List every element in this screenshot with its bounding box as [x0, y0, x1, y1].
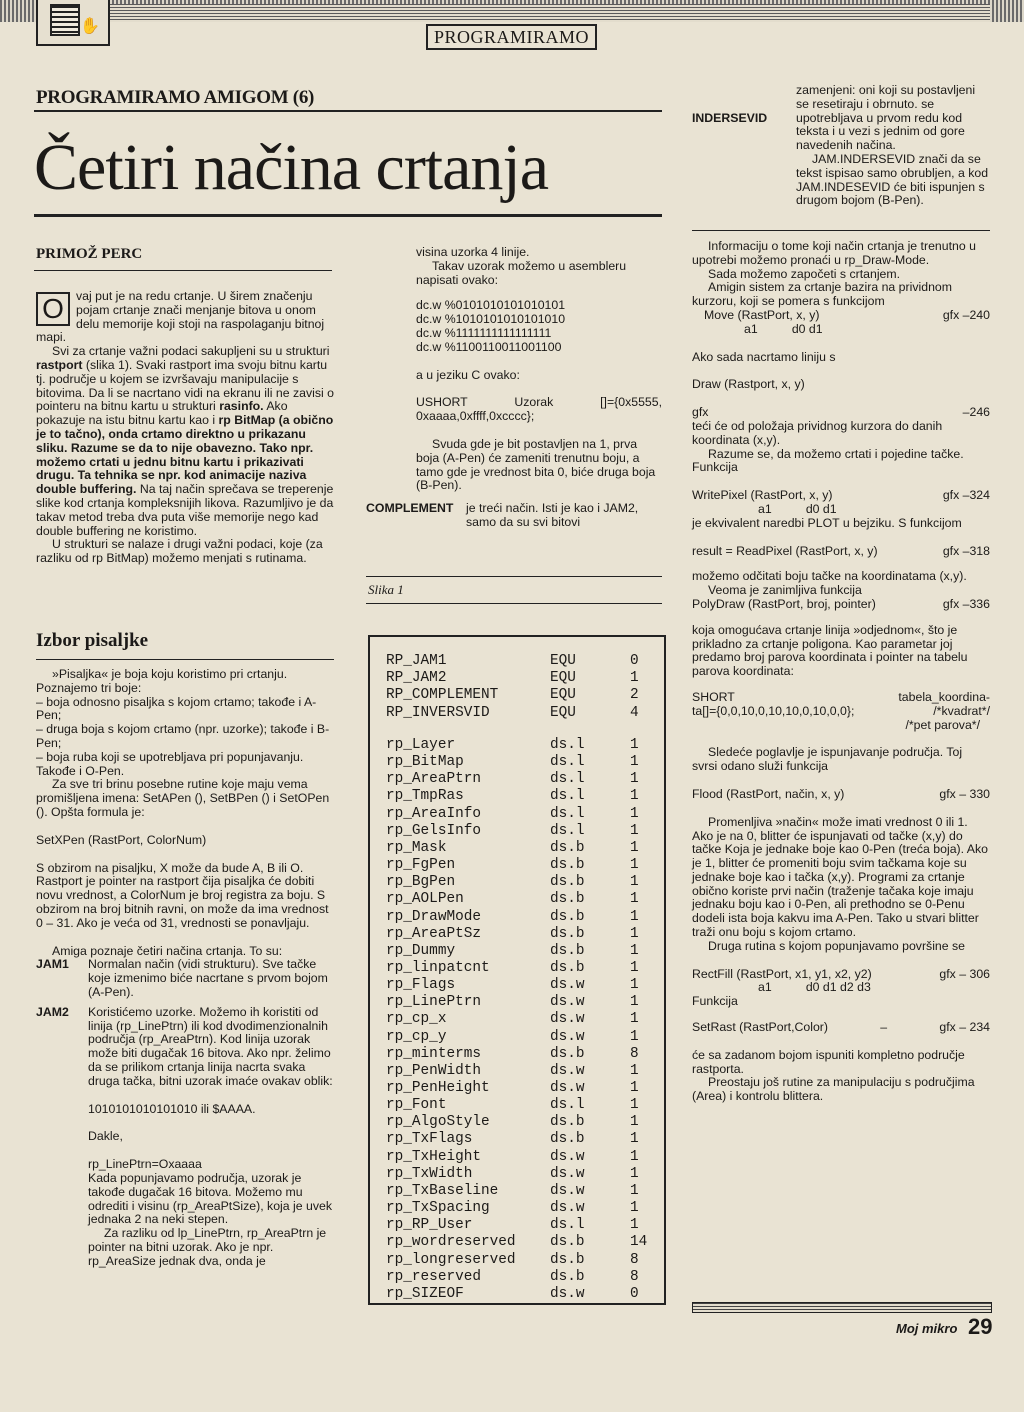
field-size: 1 — [630, 891, 639, 908]
paragraph: je ekvivalent naredbi PLOT u bejziku. S funkcijom — [692, 515, 962, 530]
field-size: 1 — [630, 1097, 639, 1114]
paragraph: Takav uzorak možemo u asembleru napisati ovako: — [416, 258, 627, 287]
field-size: 0 — [630, 653, 639, 669]
text: Svi za crtanje važni podaci sakupljeni su u strukturi — [52, 344, 330, 359]
computer-icon — [36, 0, 110, 46]
code-line: dc.w %1111111111111111 — [416, 325, 552, 340]
directive: ds.w — [550, 1011, 585, 1028]
field-size: 1 — [630, 942, 639, 959]
directive: EQU — [550, 704, 576, 721]
paragraph: visina uzorka 4 linije. — [416, 245, 530, 259]
directive: EQU — [550, 687, 576, 704]
directive: ds.l — [550, 822, 585, 839]
paragraph: Preostaju još rutine za manipulaciju s područjima (Area) i kontrolu blittera. — [692, 1075, 975, 1104]
gfx-offset: gfx –324 — [942, 488, 990, 503]
field-size: 1 — [630, 1148, 639, 1165]
short-decl-2 — [692, 705, 990, 719]
field-name: rp_TxWidth — [386, 1165, 473, 1182]
subheading: Izbor pisaljke — [36, 630, 149, 651]
directive: ds.b — [550, 959, 585, 976]
function-signature: result = ReadPixel (RastPort, x, y) — [692, 543, 878, 558]
paragraph: Razume se, da možemo crtati i pojedine tačke. Funkcija — [692, 446, 964, 475]
hand-icon: ✋ — [80, 18, 100, 35]
c-code: USHORT Uzorak []={0x5555, 0xaaaa,0xffff,0xcccc}; — [416, 395, 662, 424]
paragraph: možemo odčitati boju tačke na koordinatama (x,y). — [692, 569, 967, 584]
field-name: rp_GelsInfo — [386, 822, 481, 839]
field-name: rp_Mask — [386, 839, 447, 856]
setrast-function — [692, 1021, 990, 1035]
jam1-entry — [36, 958, 334, 999]
jam1-label: JAM1 — [36, 957, 69, 972]
column-1 — [36, 290, 334, 566]
field-size: 14 — [630, 1234, 648, 1251]
drop-cap: O — [36, 292, 70, 326]
directive: ds.w — [550, 1080, 585, 1096]
jam1-text: Normalan način (vidi strukturu). Sve tačke koje izmenimo biće nacrtane s prvom bojom (A-Pen). — [88, 957, 328, 999]
field-size: 1 — [630, 1011, 639, 1028]
field-name: rp_AlgoStyle — [386, 1114, 490, 1131]
field-size: 1 — [630, 1217, 639, 1234]
paragraph: Sledeće poglavlje je ispunjavanje područja. Toj svrsi odano služi funkcija — [692, 745, 963, 774]
code-comment: /*pet parova*/ — [905, 717, 980, 732]
field-name: rp_AreaPtSz — [386, 925, 481, 942]
page-title: Četiri načina crtanja — [34, 131, 549, 204]
directive: ds.b — [550, 908, 585, 925]
field-size: 1 — [630, 805, 639, 822]
directive: ds.b — [550, 1251, 585, 1268]
directive: ds.l — [550, 1097, 585, 1114]
field-size: 2 — [630, 687, 639, 704]
field-name: rp_TxHeight — [386, 1148, 481, 1165]
directive: ds.w — [550, 1062, 585, 1079]
list-item: – boja odnosno pisaljka s kojom crtamo; takođe i A-Pen; — [36, 694, 317, 723]
jam2-text: Koristićemo uzorke. Možemo ih koristiti od linija (rp_LinePtrn) ili kod dvodimenzionalnih područja (rp_AreaPtrn). Kod linija uzorak može biti dugačak 16 bitova. Ako npr. želimo da se prilikom crtanja linija nacrta svaka druga tačka, bitni uzorak imaće ovakav oblik: — [88, 1004, 333, 1088]
gfx-offset: gfx –336 — [942, 596, 990, 611]
paragraph: JAM.INDERSEVID znači da se tekst ispisao samo obrubljen, a kod JAM.INDESEVID će biti ispunjen s drugom bojom (B-Pen). — [796, 151, 989, 208]
field-size: 8 — [630, 1045, 639, 1062]
gfx-offset: gfx –318 — [942, 543, 990, 558]
directive: ds.b — [550, 942, 585, 959]
field-name: rp_BgPen — [386, 874, 456, 891]
rectfill-function — [692, 968, 990, 982]
directive: ds.w — [550, 1285, 585, 1302]
screen-icon — [50, 4, 80, 36]
field-size: 1 — [630, 1028, 639, 1045]
subhead-rule — [36, 659, 334, 660]
field-name: rp_cp_y — [386, 1028, 447, 1045]
paragraph: »Pisaljka« je boja koju koristimo pri crtanju. Poznajemo tri boje: — [36, 667, 288, 695]
field-name: rp_AreaInfo — [386, 805, 481, 822]
column-1-continued — [36, 668, 334, 1268]
directive: EQU — [550, 653, 576, 669]
gfx-label: gfx — [692, 405, 709, 420]
directive: ds.l — [550, 788, 585, 805]
paragraph: Za sve tri brinu posebne rutine koje maju vema promišljena imena: SetAPen (), SetBPen () i SetOPen (). Opšta formula je: — [36, 777, 330, 819]
directive: ds.w — [550, 1028, 585, 1045]
directive: ds.l — [550, 737, 585, 753]
field-name: RP_JAM1 — [386, 653, 447, 669]
field-size: 1 — [630, 994, 639, 1011]
code-text: SHORT — [692, 689, 735, 704]
field-size: 1 — [630, 1062, 639, 1079]
field-size: 1 — [630, 1200, 639, 1217]
field-size: 1 — [630, 925, 639, 942]
list-item: – druga boja s kojom crtamo (npr. uzorke); takođe i B-Pen; — [36, 722, 330, 750]
field-name: rp_DrawMode — [386, 908, 481, 925]
gfx-offset: gfx –240 — [942, 307, 990, 322]
paragraph: Sada možemo započeti s crtanjem. — [708, 266, 901, 281]
field-size: 1 — [630, 1182, 639, 1199]
directive: ds.w — [550, 977, 585, 994]
formula: SetXPen (RastPort, ColorNum) — [36, 832, 207, 847]
field-name: rp_PenHeight — [386, 1080, 490, 1096]
field-name: RP_JAM2 — [386, 670, 447, 687]
field-name: rp_TmpRas — [386, 788, 464, 805]
field-name: rp_Font — [386, 1097, 447, 1114]
field-size: 0 — [630, 1285, 639, 1302]
text: Ako pokazuje na istu bitnu kartu kao i — [36, 399, 288, 428]
writepixel-function — [692, 489, 990, 503]
code-text: ta[]={0,0,10,0,10,10,0,10,0,0}; — [692, 703, 855, 718]
field-name: RP_COMPLEMENT — [386, 687, 499, 704]
field-size: 1 — [630, 1165, 639, 1182]
field-size: 8 — [630, 1268, 639, 1285]
figure-rule-top — [366, 576, 662, 577]
inversvid-body — [796, 84, 990, 208]
section-label: PROGRAMIRAMO — [426, 24, 597, 50]
directive: ds.w — [550, 1165, 585, 1182]
field-name: rp_Dummy — [386, 942, 456, 959]
field-size: 8 — [630, 1251, 639, 1268]
field-name: rp_BitMap — [386, 754, 464, 771]
field-name: rp_wordreserved — [386, 1234, 516, 1251]
field-size: 1 — [630, 754, 639, 771]
top-decorative-lines — [110, 4, 990, 22]
header-rule — [34, 110, 662, 112]
field-size: 1 — [630, 737, 639, 753]
series-title: PROGRAMIRAMO AMIGOM (6) — [36, 87, 315, 108]
directive: ds.l — [550, 771, 585, 788]
registers: a1 d0 d1 d2 d3 — [758, 980, 871, 995]
field-size: 1 — [630, 959, 639, 976]
column-3-body — [692, 240, 990, 1104]
field-name: rp_TxBaseline — [386, 1182, 499, 1199]
function-signature: Draw (Rastport, x, y) — [692, 377, 805, 392]
jam2-entry — [36, 1006, 334, 1089]
inversvid-label: INDERSEVID — [692, 111, 768, 125]
paragraph: Veoma je zanimljiva funkcija — [708, 583, 862, 598]
field-name: rp_TxSpacing — [386, 1200, 490, 1217]
complement-entry — [366, 502, 662, 530]
directive: ds.b — [550, 925, 585, 942]
paragraph: Svuda gde je bit postavljen na 1, prva boja (A-Pen) će zameniti trenutnu boju, a tamo gde je vrednost bita 0, biće druga boja (B-Pen). — [416, 436, 656, 493]
directive: ds.l — [550, 805, 585, 822]
code-line: dc.w %1010101010101010 — [416, 312, 566, 327]
directive: ds.w — [550, 1148, 585, 1165]
short-decl-3 — [692, 719, 990, 733]
field-size: 1 — [630, 822, 639, 839]
field-name: rp_AreaPtrn — [386, 771, 481, 788]
directive: ds.b — [550, 1045, 585, 1062]
intro-text: vaj put je na redu crtanje. U širem značenju pojam crtanje znači menjanje bitova u onom delu memorije koji stoji na raspolaganju bitnoj mapi. — [36, 289, 325, 345]
directive: ds.l — [550, 754, 585, 771]
directive: ds.l — [550, 1217, 585, 1234]
text-bold: rasinfo. — [219, 399, 264, 414]
paragraph: Ako sada nacrtamo liniju s — [692, 349, 836, 364]
registers: a1 d0 d1 — [744, 321, 823, 336]
field-name: rp_RP_User — [386, 1217, 473, 1234]
text: Funkcija — [692, 994, 738, 1009]
field-size: 1 — [630, 857, 639, 874]
directive: ds.b — [550, 1268, 585, 1285]
column-3 — [692, 84, 990, 208]
field-size: 1 — [630, 839, 639, 856]
figure-rule-bottom — [366, 603, 662, 604]
function-signature: Flood (RastPort, način, x, y) — [692, 786, 845, 801]
field-name: rp_minterms — [386, 1045, 481, 1062]
paragraph: Kada popunjavamo područja, uzorak je takođe dugačak 16 bitova. Možemo mu odrediti i visinu (rp_AreaPtSize), koja je uvek jednaka 2 na neki stepen. — [88, 1170, 332, 1227]
directive: ds.w — [550, 1200, 585, 1217]
field-name: rp_SIZEOF — [386, 1285, 464, 1302]
author-rule — [34, 270, 332, 271]
field-name: rp_longreserved — [386, 1251, 516, 1268]
registers: a1 d0 d1 — [758, 501, 837, 516]
directive: ds.w — [550, 994, 585, 1011]
field-name: rp_AOLPen — [386, 891, 464, 908]
directive: ds.b — [550, 839, 585, 856]
directive: ds.b — [550, 1114, 585, 1131]
move-function — [692, 309, 990, 323]
field-size: 1 — [630, 908, 639, 925]
separator: – — [880, 1020, 888, 1035]
paragraph: Promenljiva »način« može imati vrednost 0 ili 1. Ako je na 0, blitter će ispunjavati od tačke (x,y) do tačke Koja je jednake boje kao 0-Pen (treća boja). Ako je 1, blitter će promeniti boju svim tačkama koje su jednake boje kao i tačka (x,y). Programi za crtanje obično koriste prvi način (traženje tačaka koje imaju jednaku boju kao i 0-Pen, ali prethodno se 0-Penu dodeli ista boja kakvu ima A-Pen. Tako u stvari blitter traži onu boju s kojom crtamo. — [692, 814, 988, 940]
readpixel-function — [692, 545, 990, 559]
field-size: 1 — [630, 670, 639, 687]
function-signature: WritePixel (RastPort, x, y) — [692, 488, 833, 503]
flood-function — [692, 788, 990, 802]
paragraph: će sa zadanom bojom ispuniti kompletno područje rastporta. — [692, 1047, 965, 1076]
text-bold: rastport — [36, 357, 83, 372]
field-name: rp_Layer — [386, 737, 456, 753]
directive: ds.b — [550, 857, 585, 874]
short-decl — [692, 691, 990, 705]
asm-code — [416, 299, 662, 354]
page-number: 29 — [968, 1314, 993, 1339]
paragraph: S obzirom na pisaljku, X može da bude A, B ili O. Rastport je pointer na rastport čija pisaljka će dobiti novu vrednost, a ColorNum je broj registra za boju. S obzirom na broj bitnih ravni, on može da ima vrednost 0 – 31. Ako je veća od 31, vrednosti se ponavljaju. — [36, 860, 329, 930]
field-size: 1 — [630, 771, 639, 788]
code-comment: /*kvadrat*/ — [933, 703, 990, 718]
text: Na taj način sprečava se treperenje slike kod crtanja kompleksnijih likova. Razumljivo je da takav metod treba dva puta više memorije nego kad double buffering ne koristimo. — [36, 482, 334, 538]
author: PRIMOŽ PERC — [36, 246, 143, 262]
paragraph: Amiga poznaje četiri načina crtanja. To su: — [52, 943, 283, 958]
code-text: tabela_koordina- — [898, 689, 990, 704]
field-name: rp_FgPen — [386, 857, 456, 874]
field-name: rp_Flags — [386, 977, 456, 994]
field-name: RP_INVERSVID — [386, 704, 490, 721]
field-size: 1 — [630, 1080, 639, 1096]
gfx-offset: gfx – 234 — [939, 1020, 990, 1035]
field-name: rp_cp_x — [386, 1011, 447, 1028]
paragraph: teći će od položaja prividnog kurzora do danih koordinata (x,y). — [692, 418, 943, 447]
inversvid-entry — [692, 84, 990, 208]
code-line: dc.w %0101010101010101 — [416, 298, 566, 313]
figure-caption: Slika 1 — [368, 582, 404, 597]
bottom-decorative-strip — [692, 1302, 992, 1313]
field-name: rp_PenWidth — [386, 1062, 481, 1079]
rastport-structure-listing — [368, 635, 666, 1305]
paragraph: Informaciju o tome koji način crtanja je trenutno u upotrebi možemo pronaći u rp_Draw-Mode. — [692, 239, 976, 267]
function-signature: Move (RastPort, x, y) — [704, 307, 820, 322]
directive: ds.b — [550, 1234, 585, 1251]
directive: EQU — [550, 670, 576, 687]
complement-text: je treći način. Isti je kao i JAM2, samo da su svi bitovi — [466, 501, 639, 529]
paragraph: U strukturi se nalaze i drugi važni podaci, koje (za razliku od rp BitMap) možemo menjati s rutinama. — [36, 537, 323, 566]
magazine-name: Moj mikro — [896, 1321, 958, 1336]
paragraph: Druga rutina s kojom popunjavamo površine se — [708, 938, 966, 953]
paragraph: a u jeziku C ovako: — [416, 367, 520, 382]
field-size: 1 — [630, 788, 639, 805]
list-item: – boja ruba koji se upotrebljava pri popunjavanju. Takođe i O-Pen. — [36, 749, 304, 778]
bit-pattern: 1010101010101010 ili $AAAA. — [88, 1101, 256, 1116]
column-2 — [416, 246, 662, 493]
field-size: 1 — [630, 874, 639, 891]
paragraph: Amigin sistem za crtanje bazira na prividnom kurzoru, koji se pomera s funkcijom — [692, 280, 952, 309]
field-name: rp_reserved — [386, 1268, 481, 1285]
polydraw-function — [692, 598, 990, 612]
gfx-offset: gfx – 330 — [939, 786, 990, 801]
paragraph: koja omogućava crtanje linija »odjednom«, što je prikladno za crtanje poligona. Kao parametar joj predamo broj parova koordinata i pointer na tabelu parova koordinata: — [692, 622, 968, 679]
text: (slika 1). Svaki rastport ima svoju bitnu kartu tj. područje u kojem se izvršavaju manipulacije s bitovima. Da li se nacrtano vidi na ekranu ili ne zavisi o pointeru na bitnu kartu u strukturi — [36, 357, 335, 414]
complement-label: COMPLEMENT — [366, 501, 454, 515]
function-signature: RectFill (RastPort, x1, y1, x2, y2) — [692, 966, 872, 981]
function-signature: PolyDraw (RastPort, broj, pointer) — [692, 596, 876, 611]
gfx-offset: –246 — [962, 405, 990, 420]
gfx-offset: gfx – 306 — [939, 966, 990, 981]
title-rule — [34, 214, 662, 217]
paragraph: zamenjeni: oni koji su postavljeni se resetiraju i obrnuto. se upotrebljava u prvom redu kod teksta i u vezi s jednim od gore navedenih načina. — [796, 83, 976, 153]
draw-gfx — [692, 406, 990, 420]
function-signature: SetRast (RastPort,Color) — [692, 1020, 828, 1035]
jam2-label: JAM2 — [36, 1004, 69, 1019]
paragraph: Za razliku od lp_LinePtrn, rp_AreaPtrn je pointer na bitni uzorak. Ako je npr. rp_AreaSize jednak dva, onda je — [88, 1226, 327, 1268]
text-bold: rp BitMap (a obično je to tačno), onda crtamo direktno u prikazanu sliku. Razume se da to nije obavezno. Tako npr. možemo crtati u jednu bitnu kartu i prikazivati drugu. Ta tehnika se npr. kod animacije naziva double buffering. — [36, 413, 334, 497]
field-name: rp_LinePtrn — [386, 994, 481, 1011]
code-line: rp_LinePtrn=Oxaaaa — [88, 1157, 202, 1172]
field-size: 1 — [630, 977, 639, 994]
directive: ds.b — [550, 891, 585, 908]
directive: ds.b — [550, 1131, 585, 1148]
field-name: rp_TxFlags — [386, 1131, 473, 1148]
text: Dakle, — [88, 1129, 123, 1144]
field-size: 1 — [630, 1114, 639, 1131]
column-3-rule — [692, 230, 990, 231]
directive: ds.w — [550, 1182, 585, 1199]
field-size: 4 — [630, 704, 639, 721]
field-name: rp_linpatcnt — [386, 959, 490, 976]
directive: ds.b — [550, 874, 585, 891]
field-size: 1 — [630, 1131, 639, 1148]
code-line: dc.w %1100110011001100 — [416, 339, 562, 354]
